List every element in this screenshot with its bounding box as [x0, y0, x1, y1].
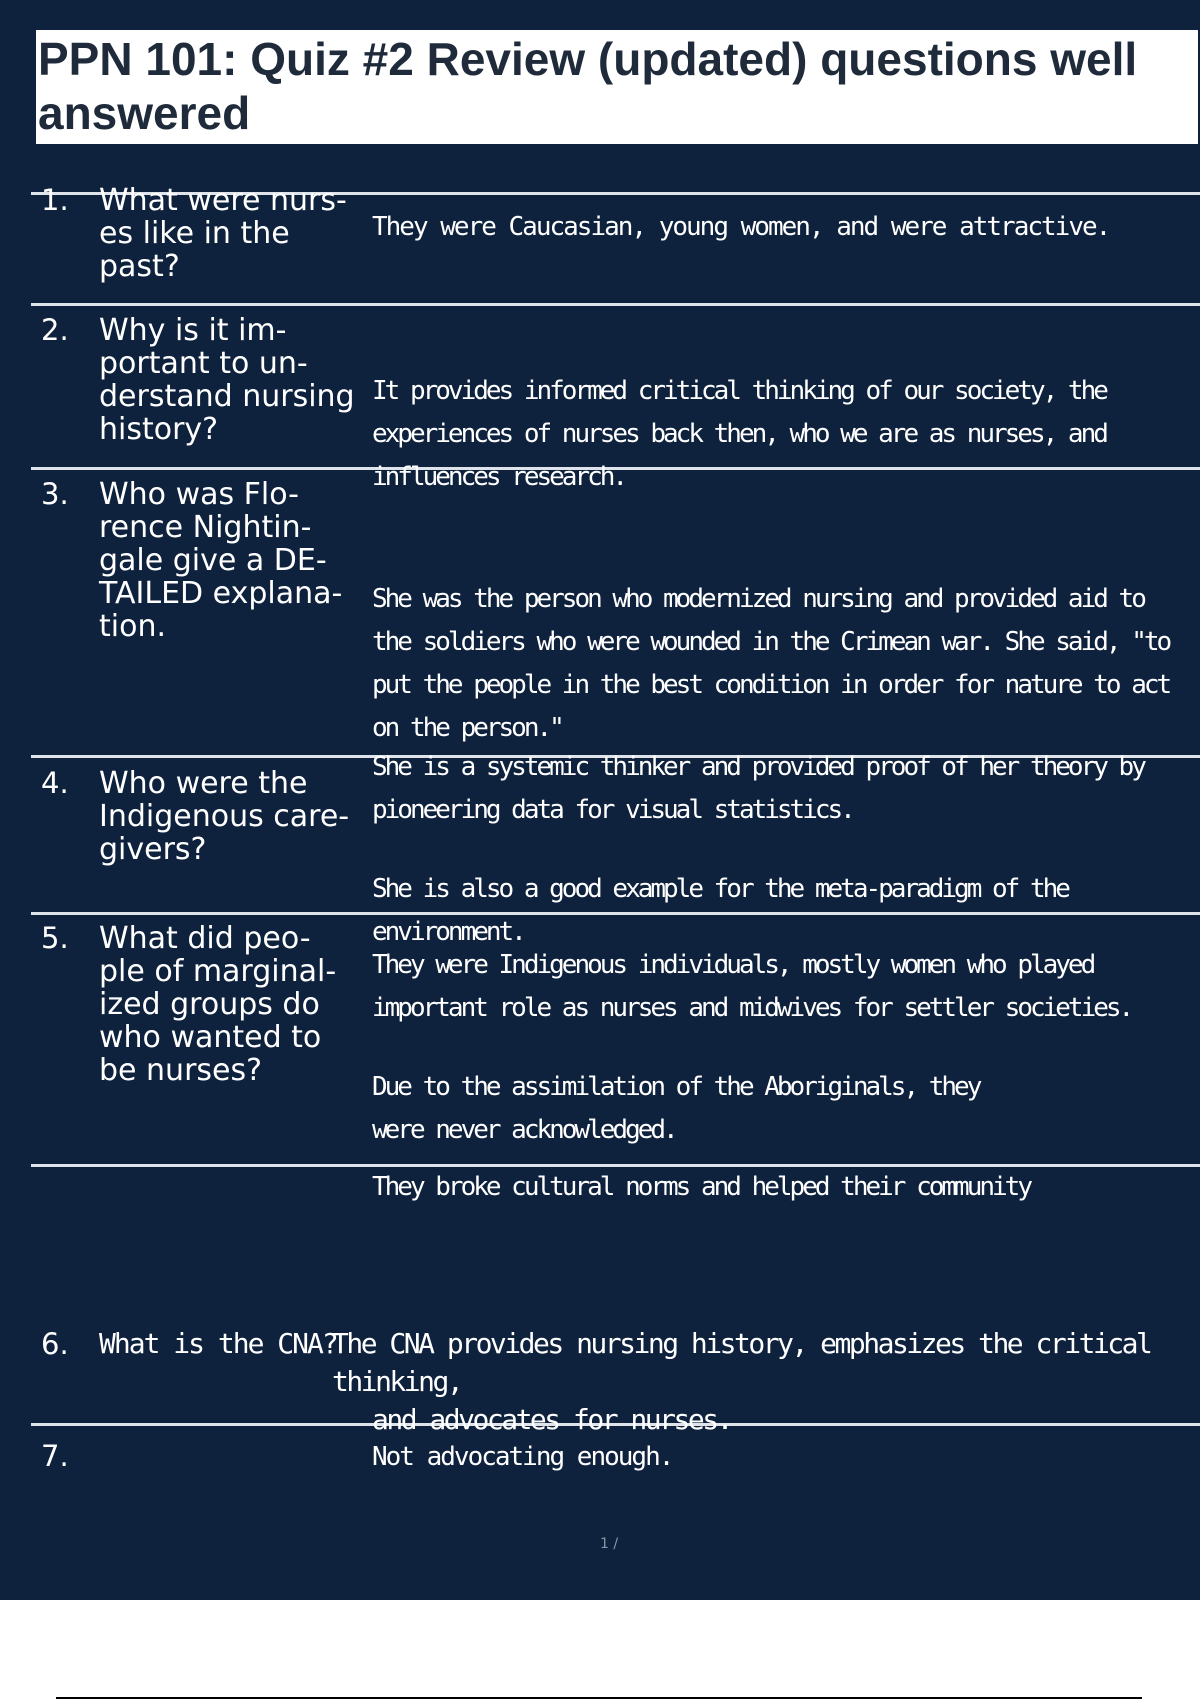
answer-paragraph: She was the person who modernized nursing and provided aid to the soldiers who were wounded in the Crimean war. She said, "to put the people in the best condition in order for nature to act on the person." [372, 584, 1170, 743]
answer-paragraph: It provides informed critical thinking of our society, the experiences of nurses back then, who we are as nurses, and influences research. [372, 376, 1106, 492]
answer-paragraph: The CNA provides nursing history, emphasizes the critical thinking, [332, 1327, 1151, 1398]
question-text: What were nurs- es like in the past? [99, 183, 347, 284]
answer-text [372, 944, 1192, 1152]
answer-text [372, 1149, 1072, 1226]
question-number: 4. [41, 766, 69, 800]
answer-paragraph: and advocates for nurses. [372, 1403, 731, 1436]
question-number: 3. [41, 477, 69, 511]
question-number: 6. [41, 1327, 69, 1361]
question-text: Why is it im- portant to un- derstand nursing history? [99, 313, 355, 447]
answer-text [372, 746, 1192, 954]
question-text: Who were the Indigenous care- givers? [99, 766, 350, 867]
answer-paragraph: They were Indigenous individuals, mostly women who played important role as nurses and midwives for settler societies. [372, 950, 1132, 1023]
question-number: 2. [41, 313, 69, 347]
document-title: PPN 101: Quiz #2 Review (updated) questions well answered [36, 30, 1198, 144]
answer-text [372, 206, 1192, 249]
answer-text [332, 1325, 1192, 1439]
page-number: 1 / [600, 1536, 619, 1552]
question-number: 1. [41, 183, 69, 217]
question-number: 7. [41, 1439, 69, 1473]
answer-paragraph: She is also a good example for the meta-paradigm of the environment. [372, 874, 1068, 947]
question-text: Who was Flo- rence Nightin- gale give a DE- TAILED explana- tion. [99, 477, 343, 644]
answer-text [372, 578, 1192, 750]
question-number: 5. [41, 921, 69, 955]
answer-paragraph: They were Caucasian, young women, and were attractive. [372, 212, 1110, 242]
row-divider [31, 303, 1200, 306]
answer-paragraph: They broke cultural norms and helped their community [372, 1172, 1030, 1202]
answer-paragraph: Not advocating enough. [372, 1442, 673, 1472]
answer-text [372, 370, 1192, 499]
answer-paragraph: Due to the assimilation of the Aboriginals, they were never acknowledged. [372, 1072, 980, 1145]
page-bottom-divider [56, 1697, 1142, 1699]
answer-paragraph: She is a systemic thinker and provided proof of her theory by pioneering data for visual statistics. [372, 752, 1144, 825]
answer-text [372, 1436, 1192, 1479]
question-text: What is the CNA? [99, 1327, 337, 1360]
question-text: What did peo- ple of marginal- ized groups do who wanted to be nurses? [99, 921, 337, 1088]
